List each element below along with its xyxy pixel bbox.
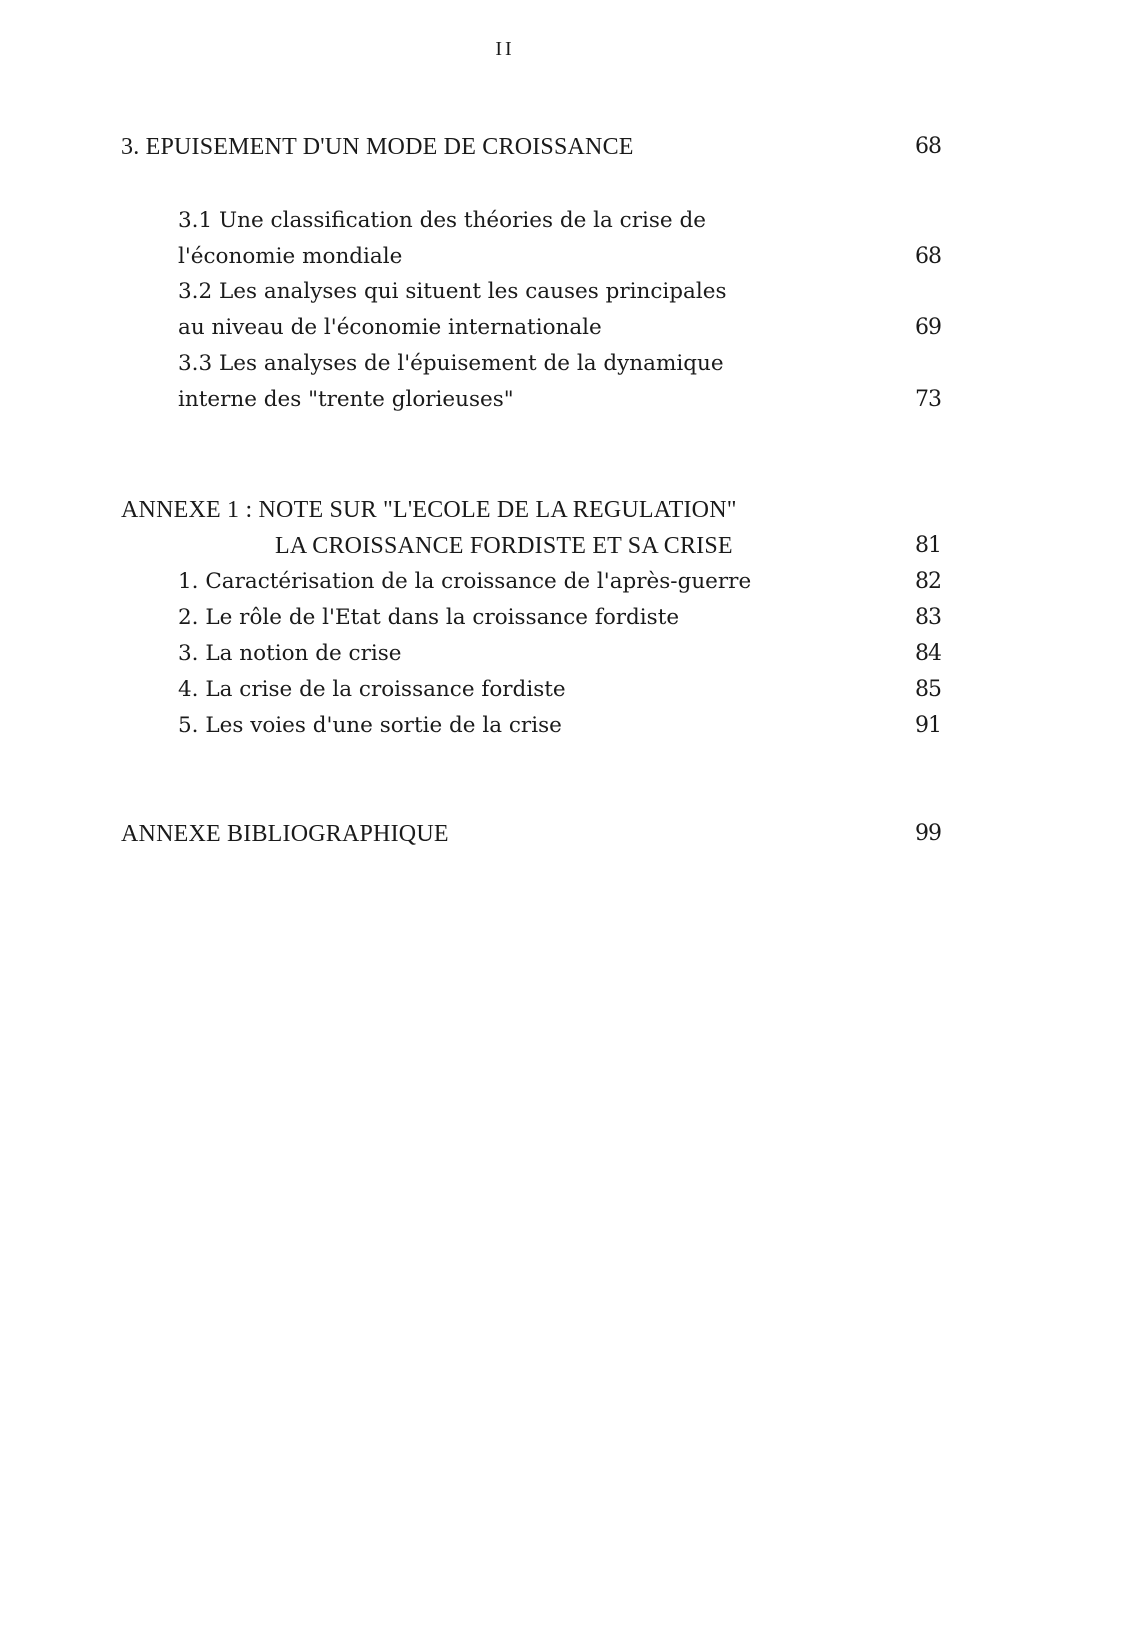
toc-item-3-1-line1: 3.1 Une classification des théories de la crise de [178, 208, 706, 233]
annexe1-item-3-page: 84 [915, 641, 941, 666]
toc-item-3-2-line2: au niveau de l'économie internationale [178, 315, 602, 340]
page-number: II [495, 38, 515, 60]
section3-title: 3. EPUISEMENT D'UN MODE DE CROISSANCE [121, 134, 634, 160]
toc-item-3-2-page: 69 [915, 315, 941, 340]
annexe1-item-1: 1. Caractérisation de la croissance de l'après-guerre [178, 569, 752, 594]
toc-item-3-1-line2: l'économie mondiale [178, 244, 403, 269]
section3-page: 68 [915, 134, 941, 159]
annexe1-item-5-page: 91 [915, 713, 941, 738]
annexe1-item-2-page: 83 [915, 605, 941, 630]
annexe1-item-1-page: 82 [915, 569, 941, 594]
bibliography-title: ANNEXE BIBLIOGRAPHIQUE [121, 821, 449, 847]
annexe1-item-5: 5. Les voies d'une sortie de la crise [178, 713, 562, 738]
annexe1-page: 81 [915, 533, 941, 558]
annexe1-title-line1: ANNEXE 1 : NOTE SUR "L'ECOLE DE LA REGULATION" [121, 497, 737, 523]
annexe1-title-line2: LA CROISSANCE FORDISTE ET SA CRISE [275, 533, 733, 559]
bibliography-page: 99 [915, 821, 941, 846]
toc-item-3-1-page: 68 [915, 244, 941, 269]
toc-item-3-3-line1: 3.3 Les analyses de l'épuisement de la dynamique [178, 351, 724, 376]
annexe1-item-3: 3. La notion de crise [178, 641, 402, 666]
annexe1-item-4: 4. La crise de la croissance fordiste [178, 677, 566, 702]
annexe1-item-4-page: 85 [915, 677, 941, 702]
annexe1-item-2: 2. Le rôle de l'Etat dans la croissance fordiste [178, 605, 680, 630]
toc-item-3-3-line2: interne des "trente glorieuses" [178, 387, 514, 412]
toc-item-3-2-line1: 3.2 Les analyses qui situent les causes principales [178, 279, 727, 304]
toc-item-3-3-page: 73 [915, 387, 941, 412]
